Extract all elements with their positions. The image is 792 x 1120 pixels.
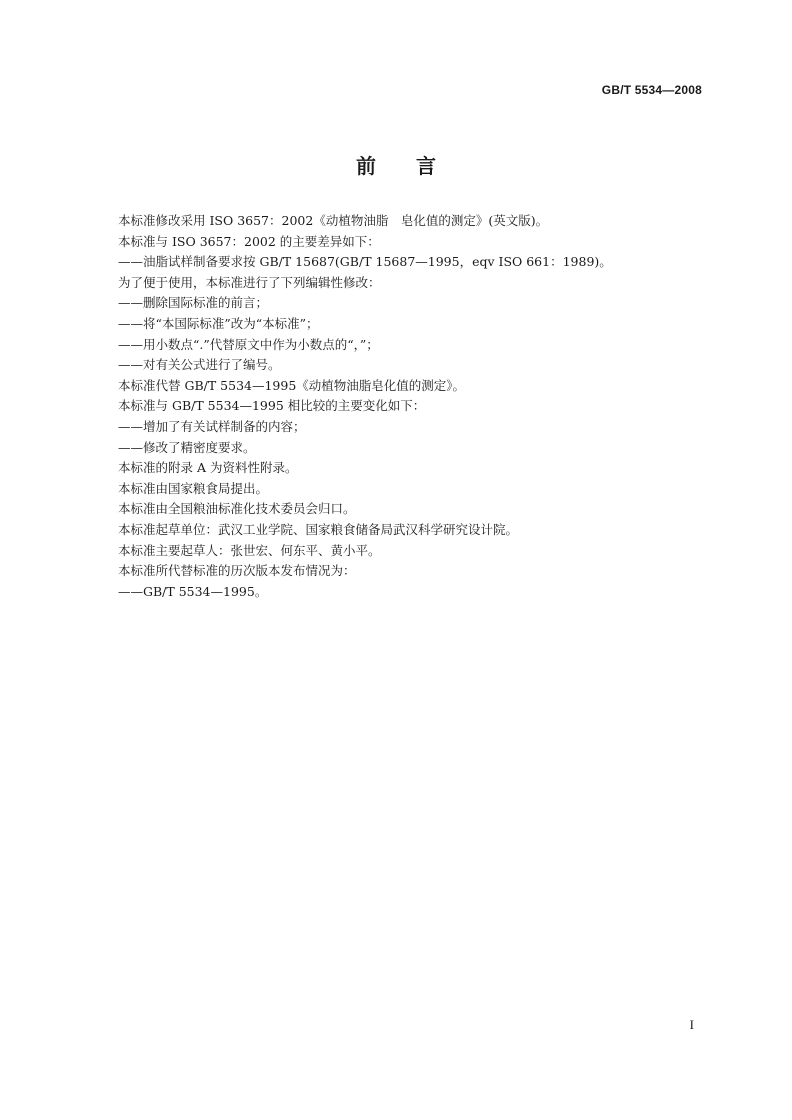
title-char-1: 前 (356, 154, 376, 178)
standard-number: GB/T 5534—2008 (601, 83, 702, 97)
text-line: 本标准的附录 A 为资料性附录。 (118, 460, 298, 476)
text-line: 本标准起草单位：武汉工业学院、国家粮食储备局武汉科学研究设计院。 (118, 521, 519, 537)
text-line: 为了便于使用，本标准进行了下列编辑性修改： (118, 274, 381, 290)
page-number: I (689, 1017, 694, 1032)
text-line: ——修改了精密度要求。 (118, 439, 256, 455)
text-line: 本标准修改采用 ISO 3657：2002《动植物油脂 皂化值的测定》(英文版)。 (118, 213, 549, 228)
text-line: 本标准主要起草人：张世宏、何东平、黄小平。 (118, 542, 381, 558)
text-line: 本标准所代替标准的历次版本发布情况为： (118, 563, 356, 579)
text-line: 本标准与 ISO 3657：2002 的主要差异如下： (118, 233, 380, 249)
page-title (0, 150, 792, 179)
text-line: ——增加了有关试样制备的内容； (118, 418, 306, 434)
text-line: 本标准与 GB/T 5534—1995 相比较的主要变化如下： (118, 398, 426, 414)
text-line: ——油脂试样制备要求按 GB/T 15687(GB/T 15687—1995，eqv ISO 661：1989)。 (118, 254, 612, 270)
text-line: 本标准代替 GB/T 5534—1995《动植物油脂皂化值的测定》。 (118, 377, 466, 393)
text-line: ——删除国际标准的前言； (118, 295, 269, 311)
title-char-2: 言 (416, 154, 436, 178)
text-line: ——将“本国际标准”改为“本标准”； (118, 315, 319, 331)
text-line: ——用小数点“.”代替原文中作为小数点的“，”； (118, 336, 379, 352)
foreword-body (118, 211, 718, 602)
text-line: ——GB/T 5534—1995。 (118, 583, 268, 599)
text-line: 本标准由全国粮油标准化技术委员会归口。 (118, 501, 356, 517)
text-line: 本标准由国家粮食局提出。 (118, 480, 269, 496)
text-line: ——对有关公式进行了编号。 (118, 357, 281, 373)
